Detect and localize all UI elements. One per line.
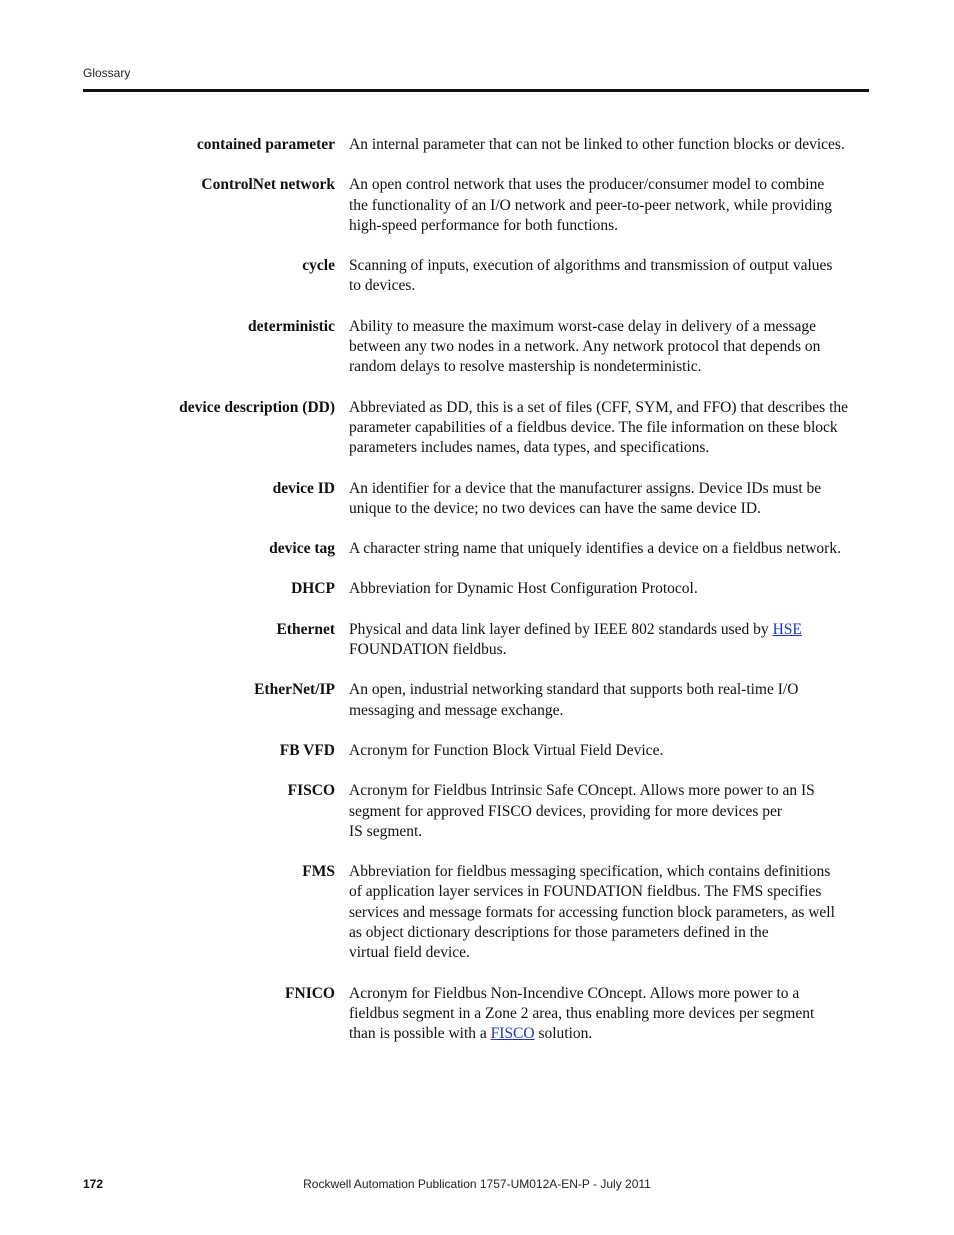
glossary-definition [349, 862, 869, 963]
glossary-entry [83, 135, 869, 155]
definition-line: A character string name that uniquely identifies a device on a fieldbus network. [349, 540, 841, 558]
publication-info: Rockwell Automation Publication 1757-UM012A-EN-P - July 2011 [303, 1177, 651, 1191]
glossary-term: Ethernet [276, 620, 335, 638]
glossary-term: contained parameter [196, 136, 335, 153]
definition-line [349, 620, 869, 640]
glossary-entry [83, 680, 869, 721]
definition-line: virtual field device. [349, 944, 470, 962]
definition-line: of application layer services in FOUNDATION fieldbus. The FMS specifies [349, 883, 822, 901]
definition-line: Ability to measure the maximum worst-case delay in delivery of a message [349, 317, 817, 335]
definition-line: random delays to resolve mastership is nondeterministic. [349, 358, 702, 376]
glossary-definition [349, 398, 869, 459]
glossary-entry [83, 479, 869, 520]
definition-line: segment for approved FISCO devices, providing for more devices per [349, 802, 783, 820]
definition-line: messaging and message exchange. [349, 701, 564, 719]
definition-line [349, 1024, 869, 1044]
glossary-entry [83, 741, 869, 761]
glossary-definition [349, 317, 869, 378]
definition-line: Acronym for Fieldbus Non-Incendive COncept. Allows more power to a [349, 984, 800, 1002]
glossary-definition [349, 984, 869, 1045]
definition-line: Abbreviated as DD, this is a set of files (CFF, SYM, and FFO) that describes the [349, 398, 849, 416]
definition-line: to devices. [349, 277, 416, 295]
glossary-definition [349, 256, 869, 297]
definition-line: parameters includes names, data types, and specifications. [349, 439, 710, 457]
definition-text: than is possible with a [349, 1025, 491, 1043]
glossary-definition [349, 680, 869, 721]
glossary-entry [83, 862, 869, 963]
glossary-term: FNICO [285, 984, 335, 1002]
definition-line: unique to the device; no two devices can have the same device ID. [349, 499, 761, 517]
glossary-entry [83, 398, 869, 459]
definition-line: FOUNDATION fieldbus. [349, 641, 507, 659]
definition-line: Acronym for Function Block Virtual Field Device. [349, 741, 664, 759]
glossary-term: FMS [302, 863, 335, 881]
glossary-term: DHCP [291, 580, 335, 598]
hse-link[interactable]: HSE [772, 620, 802, 638]
glossary-entry [83, 620, 869, 661]
glossary-entry [83, 781, 869, 842]
glossary-term: FB VFD [279, 741, 335, 759]
glossary-entry [83, 579, 869, 599]
glossary-definition [349, 781, 869, 842]
glossary-term: FISCO [287, 782, 335, 800]
glossary-definition [349, 620, 869, 661]
glossary-list [83, 135, 869, 1065]
definition-line: An open, industrial networking standard that supports both real-time I/O [349, 681, 799, 699]
definition-line: services and message formats for accessing function block parameters, as well [349, 903, 835, 921]
glossary-entry [83, 539, 869, 559]
glossary-definition [349, 479, 869, 520]
definition-line: fieldbus segment in a Zone 2 area, thus enabling more devices per segment [349, 1004, 815, 1022]
glossary-definition [349, 175, 869, 236]
page-number: 172 [83, 1177, 104, 1191]
glossary-entry [83, 256, 869, 297]
glossary-definition [349, 135, 869, 155]
definition-text: Physical and data link layer defined by IEEE 802 standards used by [349, 620, 773, 638]
fisco-link[interactable]: FISCO [490, 1025, 535, 1043]
glossary-term: device ID [272, 479, 335, 497]
glossary-term: EtherNet/IP [254, 681, 335, 699]
definition-line: Scanning of inputs, execution of algorithms and transmission of output values [349, 257, 833, 275]
glossary-term: deterministic [248, 317, 335, 335]
definition-line: Acronym for Fieldbus Intrinsic Safe COncept. Allows more power to an IS [349, 782, 815, 800]
glossary-term: device description (DD) [179, 398, 335, 416]
definition-line: An open control network that uses the producer/consumer model to combine [349, 176, 825, 194]
definition-line: IS segment. [349, 822, 423, 840]
glossary-entry [83, 317, 869, 378]
glossary-definition [349, 579, 869, 599]
glossary-term: device tag [269, 540, 335, 558]
definition-line: Abbreviation for fieldbus messaging specification, which contains definitions [349, 863, 831, 881]
glossary-entry [83, 984, 869, 1045]
glossary-definition [349, 741, 869, 761]
definition-line: between any two nodes in a network. Any network protocol that depends on [349, 338, 821, 356]
definition-line: the functionality of an I/O network and peer-to-peer network, while providing [349, 196, 833, 214]
header-divider [83, 89, 869, 92]
glossary-term: ControlNet network [201, 176, 335, 194]
definition-line: parameter capabilities of a fieldbus device. The file information on these block [349, 418, 838, 436]
glossary-definition [349, 539, 869, 559]
definition-line: as object dictionary descriptions for those parameters defined in the [349, 924, 769, 942]
definition-text: solution. [534, 1025, 593, 1043]
definition-line: An internal parameter that can not be linked to other function blocks or devices. [349, 136, 845, 153]
glossary-term: cycle [302, 257, 335, 275]
glossary-entry [83, 175, 869, 236]
section-title: Glossary [83, 66, 131, 80]
definition-line: high-speed performance for both functions. [349, 216, 619, 234]
definition-line: An identifier for a device that the manufacturer assigns. Device IDs must be [349, 479, 822, 497]
definition-line: Abbreviation for Dynamic Host Configuration Protocol. [349, 580, 698, 598]
